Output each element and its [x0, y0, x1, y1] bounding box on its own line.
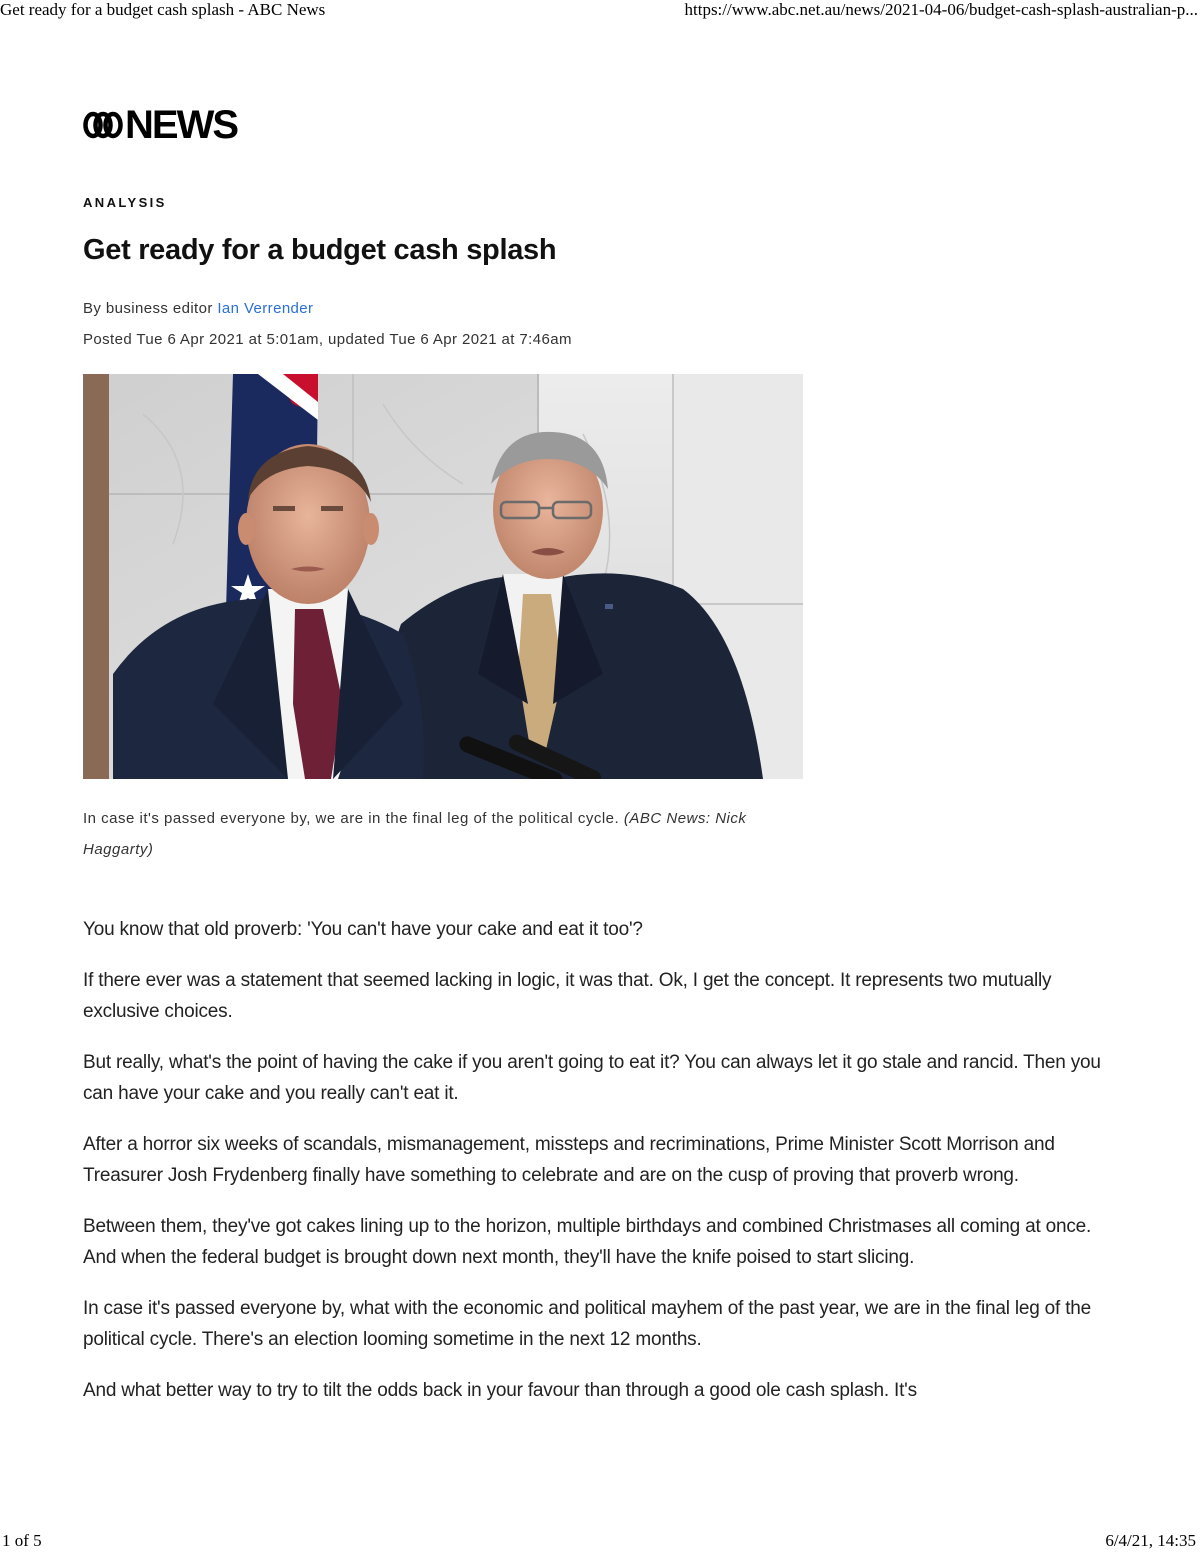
hero-photo-illustration	[83, 374, 803, 779]
abc-lissajous-icon	[83, 111, 123, 139]
article-headline: Get ready for a budget cash splash	[83, 234, 557, 266]
print-footer	[0, 1531, 1200, 1551]
body-paragraph: But really, what's the point of having the cake if you aren't going to eat it? You can always let it go stale and rancid. Then you can have your cake and you really can't eat it.	[83, 1052, 1101, 1104]
print-header	[0, 0, 1200, 20]
byline	[83, 300, 313, 317]
print-page-number: 1 of 5	[2, 1531, 42, 1550]
print-header-url: https://www.abc.net.au/news/2021-04-06/budget-cash-splash-australian-p...	[684, 0, 1198, 19]
body-paragraph: In case it's passed everyone by, what with the economic and political mayhem of the past year, we are in the final leg of the political cycle. There's an election looming sometime in the next 12 months.	[83, 1298, 1092, 1350]
body-paragraph: You know that old proverb: 'You can't have your cake and eat it too'?	[83, 919, 643, 940]
logo-wordmark: NEWS	[125, 103, 237, 147]
caption-text: In case it's passed everyone by, we are in the final leg of the political cycle.	[83, 810, 620, 827]
caption-credit: (ABC News: Nick Haggarty)	[83, 810, 747, 858]
image-caption	[83, 803, 793, 865]
byline-prefix: By business editor	[83, 300, 213, 317]
posted-timestamp: Posted Tue 6 Apr 2021 at 5:01am, updated Tue 6 Apr 2021 at 7:46am	[83, 331, 572, 348]
body-paragraph: And what better way to try to tilt the odds back in your favour than through a good ole cash splash. It's	[83, 1380, 917, 1401]
body-paragraph: If there ever was a statement that seemed lacking in logic, it was that. Ok, I get the concept. It represents two mutually exclusive choices.	[83, 970, 1052, 1022]
abc-news-logo[interactable]	[83, 105, 237, 145]
hero-image	[83, 374, 803, 779]
body-paragraph: Between them, they've got cakes lining up to the horizon, multiple birthdays and combined Christmases all coming at once. And when the federal budget is brought down next month, they'll have the knife poised to start slicing.	[83, 1216, 1092, 1268]
author-link[interactable]: Ian Verrender	[217, 300, 314, 317]
print-datetime: 6/4/21, 14:35	[1105, 1531, 1196, 1550]
body-paragraph: After a horror six weeks of scandals, mismanagement, missteps and recriminations, Prime Minister Scott Morrison and Treasurer Josh Frydenberg finally have something to celebrate and are on the cusp of proving that proverb wrong.	[83, 1134, 1055, 1186]
article-body	[83, 914, 1118, 1426]
print-header-title: Get ready for a budget cash splash - ABC News	[0, 0, 326, 19]
article-kicker[interactable]: ANALYSIS	[83, 195, 167, 210]
